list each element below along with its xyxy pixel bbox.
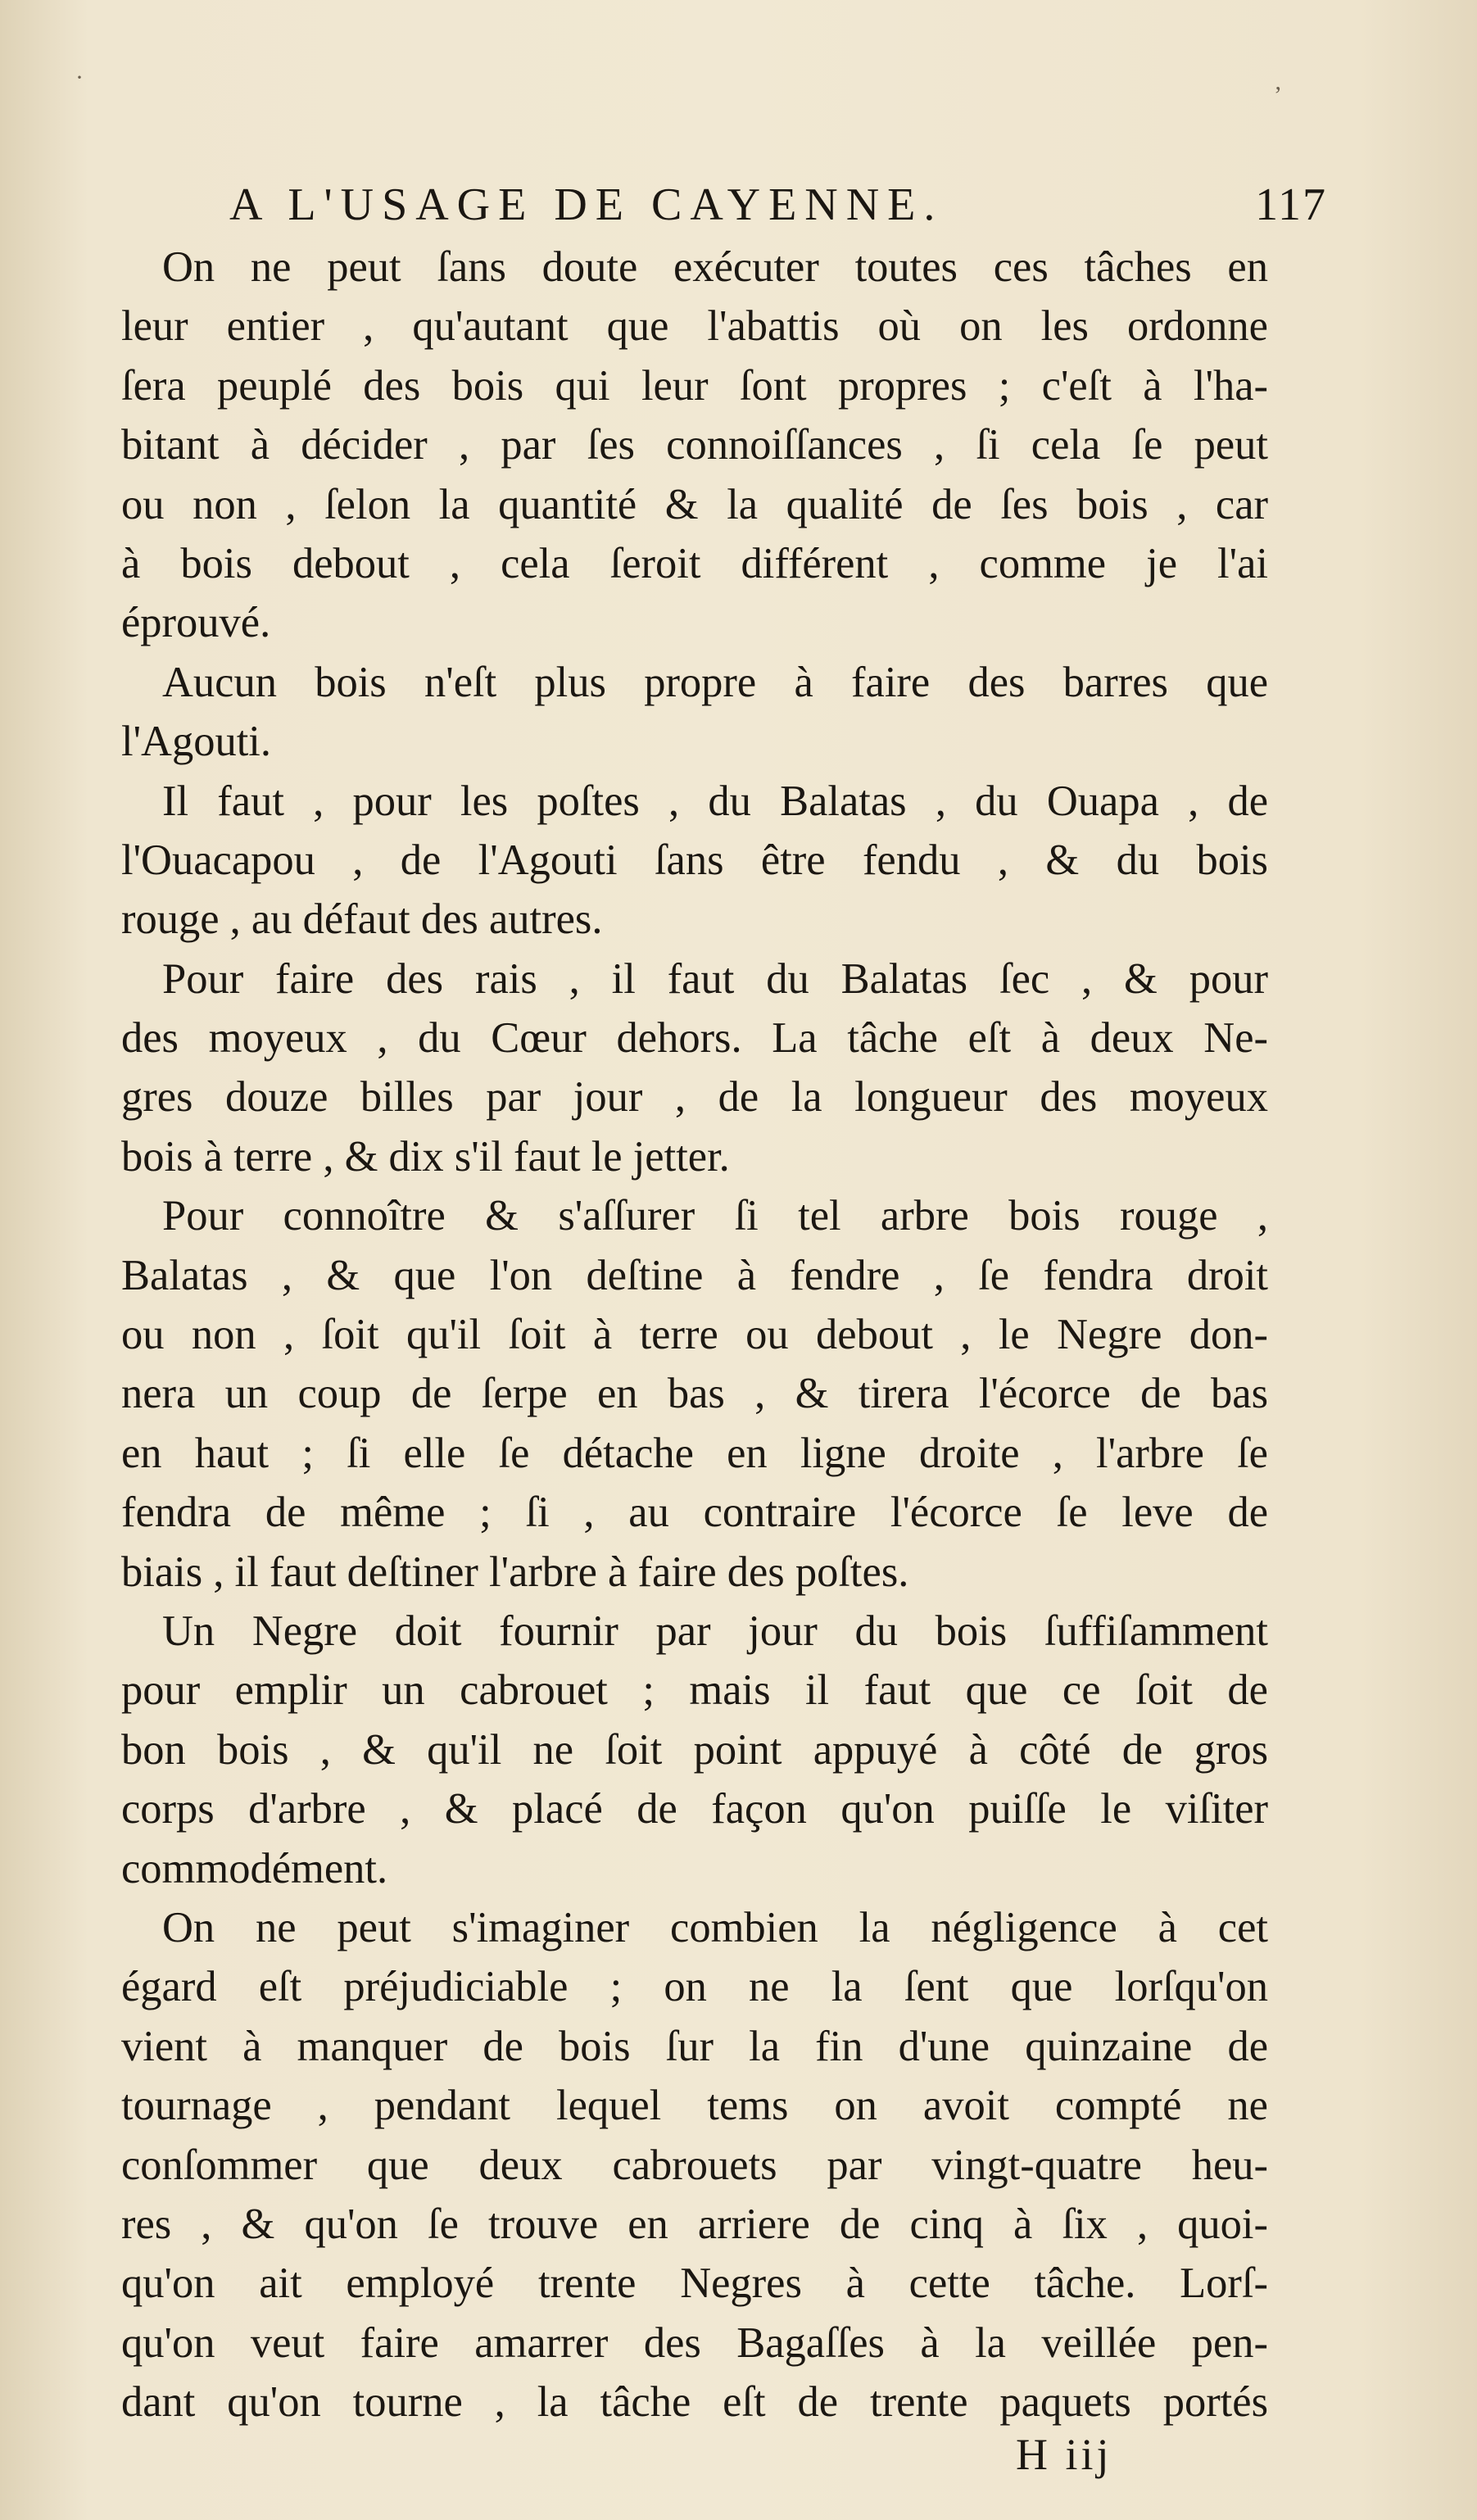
page-speck: ʼ — [1274, 82, 1282, 109]
text-line: On ne peut s'imaginer combien la négligence à cet — [162, 1903, 1268, 1951]
signature-mark: H iij — [1016, 2430, 1112, 2479]
running-title: A L'USAGE DE CAYENNE. — [229, 179, 944, 230]
text-line: Pour faire des rais , il faut du Balatas ſec , & pour — [162, 954, 1268, 1003]
text-line: Un Negre doit fournir par jour du bois ſuffiſamment — [162, 1607, 1268, 1655]
text-line: Balatas , & que l'on deſtine à fendre , ſe fendra droit — [121, 1251, 1268, 1299]
text-line: nera un coup de ſerpe en bas , & tirera l'écorce de bas — [121, 1370, 1268, 1418]
text-line: éprouvé. — [121, 599, 271, 647]
text-line: ſera peuplé des bois qui leur ſont propres ; c'eſt à l'ha- — [121, 361, 1268, 410]
text-line: pour emplir un cabrouet ; mais il faut que ce ſoit de — [121, 1666, 1268, 1715]
text-line: l'Agouti. — [121, 718, 272, 766]
text-line: bitant à décider , par ſes connoiſſances , ſi cela ſe peut — [121, 421, 1268, 469]
text-line: corps d'arbre , & placé de façon qu'on puiſſe le viſiter — [121, 1785, 1268, 1833]
text-line: tournage , pendant lequel tems on avoit compté ne — [121, 2082, 1268, 2130]
text-line: biais , il faut deſtiner l'arbre à faire des poſtes. — [121, 1548, 909, 1596]
text-line: fendra de même ; ſi , au contraire l'écorce ſe leve de — [121, 1489, 1268, 1537]
text-line: vient à manquer de bois ſur la fin d'une quinzaine de — [121, 2022, 1268, 2070]
text-line: Il faut , pour les poſtes , du Balatas , du Ouapa , de — [162, 777, 1268, 825]
text-line: l'Ouacapou , de l'Agouti ſans être fendu , & du bois — [121, 836, 1268, 884]
text-line: qu'on ait employé trente Negres à cette tâche. Lorſ- — [121, 2259, 1268, 2308]
text-line: commodément. — [121, 1844, 388, 1892]
text-line: Aucun bois n'eſt plus propre à faire des barres que — [162, 658, 1268, 706]
text-line: à bois debout , cela ſeroit différent , comme je l'ai — [121, 539, 1268, 587]
text-line: égard eſt préjudiciable ; on ne la ſent que lorſqu'on — [121, 1963, 1268, 2011]
text-line: bois à terre , & dix s'il faut le jetter. — [121, 1132, 730, 1181]
text-line: conſommer que deux cabrouets par vingt-quatre heu- — [121, 2141, 1268, 2189]
text-line: dant qu'on tourne , la tâche eſt de trente paquets portés — [121, 2378, 1268, 2427]
text-line: On ne peut ſans doute exécuter toutes ces tâches en — [162, 243, 1268, 291]
text-line: Pour connoître & s'aſſurer ſi tel arbre bois rouge , — [162, 1192, 1268, 1240]
text-line: en haut ; ſi elle ſe détache en ligne droite , l'arbre ſe — [121, 1429, 1268, 1477]
body-text — [121, 238, 1268, 2432]
page-speck: · — [75, 64, 84, 91]
text-line: rouge , au défaut des autres. — [121, 895, 603, 944]
text-line: bon bois , & qu'il ne ſoit point appuyé à côté de gros — [121, 1725, 1268, 1774]
text-line: ou non , ſelon la quantité & la qualité de ſes bois , car — [121, 480, 1268, 528]
page-number: 117 — [1255, 179, 1327, 230]
running-head — [229, 179, 1327, 236]
text-line: des moyeux , du Cœur dehors. La tâche eſt à deux Ne- — [121, 1014, 1268, 1063]
text-line: res , & qu'on ſe trouve en arriere de cinq à ſix , quoi- — [121, 2200, 1268, 2248]
text-line: leur entier , qu'autant que l'abattis où on les ordonne — [121, 302, 1268, 351]
text-line: qu'on veut faire amarrer des Bagaſſes à la veillée pen- — [121, 2318, 1268, 2367]
text-line: gres douze billes par jour , de la longueur des moyeux — [121, 1073, 1268, 1122]
text-line: ou non , ſoit qu'il ſoit à terre ou debout , le Negre don- — [121, 1311, 1268, 1359]
